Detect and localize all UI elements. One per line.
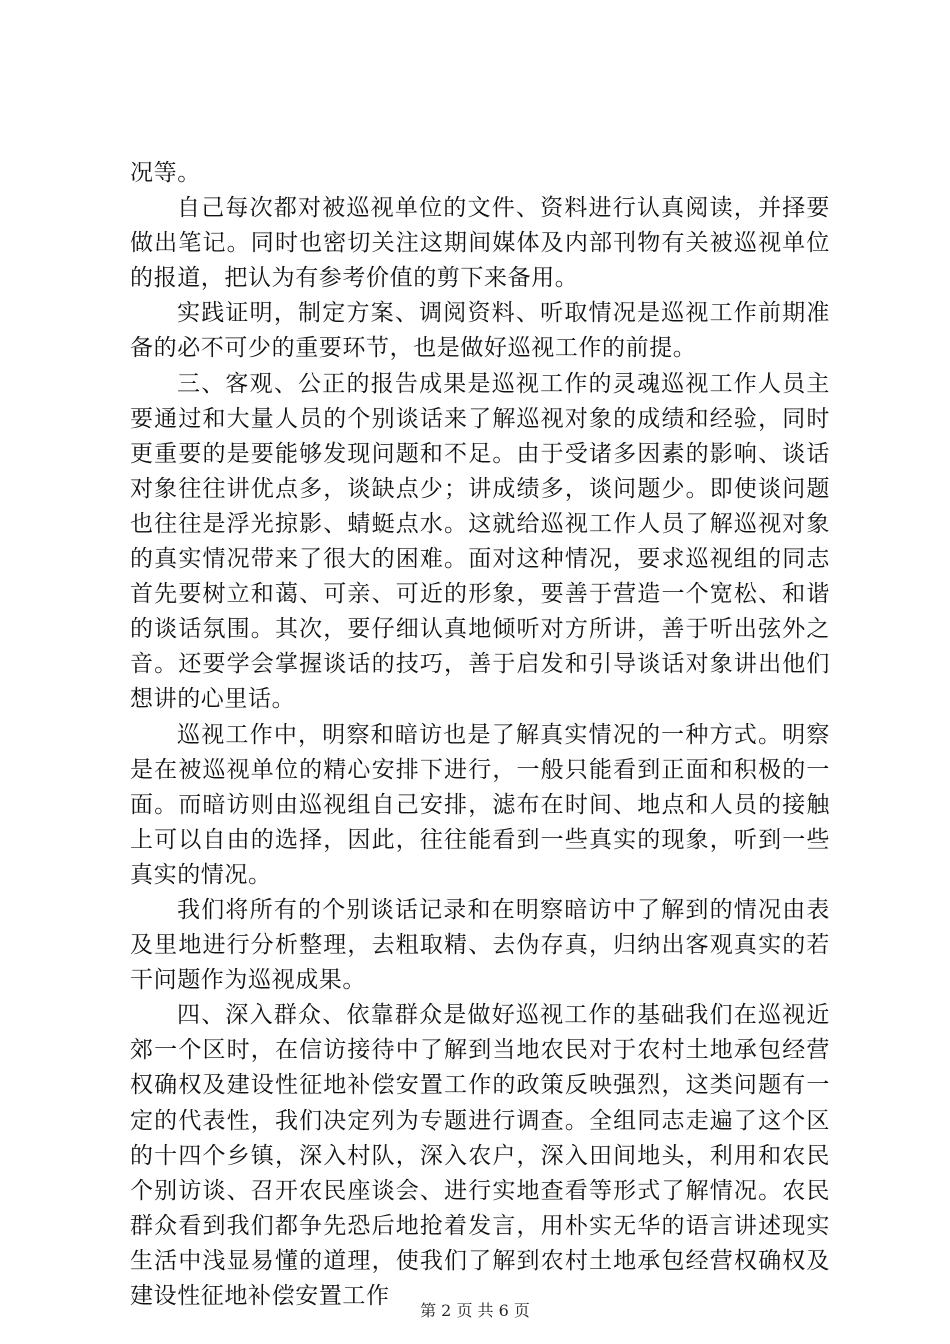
paragraph-3: 实践证明，制定方案、调阅资料、听取情况是巡视工作前期准备的必不可少的重要环节，也是做好巡视工作的前提。 bbox=[130, 300, 830, 362]
paragraph-6: 我们将所有的个别谈话记录和在明察暗访中了解到的情况由表及里地进行分析整理，去粗取精、去伪存真，归纳出客观真实的若干问题作为巡视成果。 bbox=[130, 896, 830, 994]
paragraph-5: 巡视工作中，明察和暗访也是了解真实情况的一种方式。明察是在被巡视单位的精心安排下进行，一般只能看到正面和积极的一面。而暗访则由巡视组自己安排，滤布在时间、地点和人员的接触上可以自由的选择，因此，往往能看到一些真实的现象，听到一些真实的情况。 bbox=[130, 721, 830, 888]
paragraph-1: 况等。 bbox=[130, 160, 201, 186]
document-body bbox=[130, 156, 830, 1314]
paragraph-7: 四、深入群众、依靠群众是做好巡视工作的基础我们在巡视近郊一个区时，在信访接待中了解到当地农民对于农村土地承包经营权确权及建设性征地补偿安置工作的政策反映强烈，这类问题有一定的代表性，我们决定列为专题进行调查。全组同志走遍了这个区的十四个乡镇，深入村队，深入农户，深入田间地头，利用和农民个别访谈、召开农民座谈会、进行实地查看等形式了解情况。农民群众看到我们都争先恐后地抢着发言，用朴实无华的语言讲述现实生活中浅显易懂的道理，使我们了解到农村土地承包经营权确权及建设性征地补偿安置工作 bbox=[130, 1002, 830, 1309]
paragraph-2: 自己每次都对被巡视单位的文件、资料进行认真阅读，并择要做出笔记。同时也密切关注这期间媒体及内部刊物有关被巡视单位的报道，把认为有参考价值的剪下来备用。 bbox=[130, 195, 830, 292]
paragraph-4: 三、客观、公正的报告成果是巡视工作的灵魂巡视工作人员主要通过和大量人员的个别谈话来了解巡视对象的成绩和经验，同时更重要的是要能够发现问题和不足。由于受诸多因素的影响、谈话对象往往讲优点多，谈缺点少；讲成绩多，谈问题少。即使谈问题也往往是浮光掠影、蜻蜓点水。这就给巡视工作人员了解巡视对象的真实情况带来了很大的困难。面对这种情况，要求巡视组的同志首先要树立和蔼、可亲、可近的形象，要善于营造一个宽松、和谐的谈话氛围。其次，要仔细认真地倾听对方所讲，善于听出弦外之音。还要学会掌握谈话的技巧，善于启发和引导谈话对象讲出他们想讲的心里话。 bbox=[130, 370, 830, 713]
page-number-footer: 第 2 页 共 6 页 bbox=[420, 1301, 530, 1320]
